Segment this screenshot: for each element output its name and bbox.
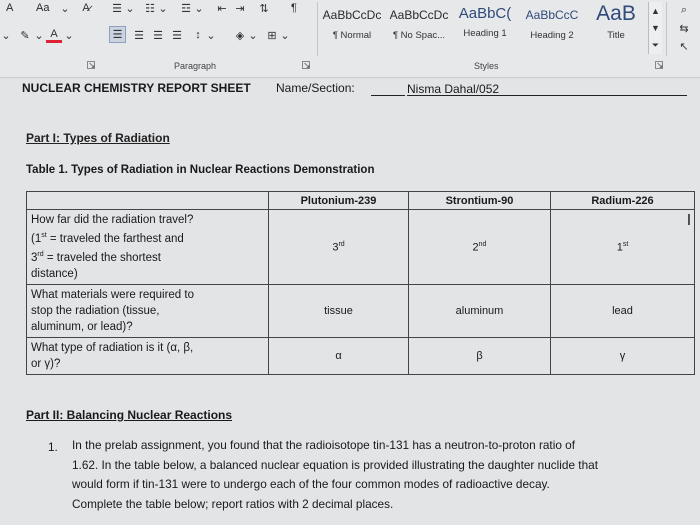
dropdown-chevron-icon[interactable]: ⌄	[60, 2, 70, 15]
name-section-value[interactable]: Nisma Dahal/052	[407, 82, 500, 96]
bullets-icon[interactable]: ☰	[112, 2, 122, 15]
table1-caption: Table 1. Types of Radiation in Nuclear Reactions Demonstration	[26, 164, 375, 176]
style-heading-2[interactable]: AaBbCcC Heading 2	[525, 8, 579, 41]
ribbon-separator	[666, 2, 667, 56]
shading-chevron-icon[interactable]: ⌄	[248, 29, 258, 42]
scroll-down-icon[interactable]: ▼	[651, 23, 660, 33]
answer-cell[interactable]: γ	[551, 337, 695, 374]
question-cell: What materials were required to stop the radiation (tissue, aluminum, or lead)?	[27, 284, 269, 337]
line-spacing-chevron-icon[interactable]: ⌄	[206, 29, 216, 42]
style-no-spacing[interactable]: AaBbCcDc ¶ No Spac...	[389, 8, 449, 41]
style-normal[interactable]: AaBbCcDc ¶ Normal	[322, 8, 382, 41]
radiation-table	[26, 191, 695, 375]
table-corner-cell	[27, 192, 269, 210]
styles-group-label: Styles	[474, 61, 499, 71]
more-styles-icon[interactable]: ⏷	[651, 39, 660, 50]
show-formatting-marks-icon[interactable]: ¶	[291, 2, 297, 14]
answer-cell[interactable]: β	[409, 337, 551, 374]
column-header: Plutonium-239	[269, 192, 409, 210]
answer-cell[interactable]: lead	[551, 284, 695, 337]
column-header: Strontium-90	[409, 192, 551, 210]
borders-chevron-icon[interactable]: ⌄	[280, 29, 290, 42]
grow-font-button[interactable]: A	[6, 2, 14, 14]
decrease-indent-icon[interactable]: ⇤	[217, 2, 227, 15]
select-icon[interactable]: ↖	[679, 40, 689, 53]
report-title: NUCLEAR CHEMISTRY REPORT SHEET	[22, 81, 251, 95]
question-cell: What type of radiation is it (α, β, or γ)?	[27, 337, 269, 374]
answer-cell[interactable]: aluminum	[409, 284, 551, 337]
shading-icon[interactable]: ◈	[235, 29, 245, 42]
sort-icon[interactable]: ⇅	[259, 2, 269, 15]
answer-cell[interactable]: tissue	[269, 284, 409, 337]
table-header-row	[27, 192, 695, 210]
document-page[interactable]	[0, 78, 700, 525]
answer-cell[interactable]: 2nd	[409, 210, 551, 285]
scroll-up-icon[interactable]: ▲	[651, 6, 660, 16]
highlight-color-icon[interactable]: ✎	[20, 29, 30, 42]
name-underline	[407, 95, 687, 96]
column-header: Radium-226	[551, 192, 695, 210]
font-color-chevron-icon[interactable]: ⌄	[64, 29, 74, 42]
align-center-icon[interactable]: ☰	[134, 29, 144, 42]
replace-icon[interactable]: ⇆	[679, 22, 689, 35]
text-cursor-icon: I	[686, 212, 692, 229]
justify-icon[interactable]: ☰	[172, 29, 182, 42]
table-row	[27, 284, 695, 337]
numbering-chevron-icon[interactable]: ⌄	[158, 2, 168, 15]
instruction-paragraph: In the prelab assignment, you found that the radioisotope tin-131 has a neutron-to-proton ratio of 1.62. In the table below, a balanced nuclear equation is provided illustrating the daughter nuclide that would form if tin-131 were to undergo each of the four common modes of radioactive decay. Complete the table below; report ratios with 2 decimal places.	[72, 438, 598, 511]
style-title[interactable]: AaB Title	[596, 2, 636, 41]
part2-heading: Part II: Balancing Nuclear Reactions	[26, 408, 233, 422]
chevron-icon[interactable]: ⌄	[1, 29, 11, 42]
paragraph-group-label: Paragraph	[174, 61, 217, 71]
numbering-icon[interactable]: ☷	[145, 2, 155, 15]
find-icon[interactable]: ⌕	[680, 3, 688, 16]
question-cell: How far did the radiation travel? (1st = traveled the farthest and 3rd = traveled the shortest distance)	[27, 210, 269, 285]
highlight-chevron-icon[interactable]: ⌄	[34, 29, 44, 42]
paragraph-dialog-launcher-icon[interactable]: ↘	[303, 60, 311, 70]
font-dialog-launcher-icon[interactable]: ↘	[88, 60, 96, 70]
answer-cell[interactable]: α	[269, 337, 409, 374]
line-spacing-icon[interactable]: ↕	[195, 29, 201, 41]
styles-dialog-launcher-icon[interactable]: ↘	[656, 60, 664, 70]
align-right-icon[interactable]: ☰	[153, 29, 163, 42]
styles-gallery-scroll[interactable]	[648, 2, 662, 54]
bullets-chevron-icon[interactable]: ⌄	[125, 2, 135, 15]
ribbon	[0, 0, 700, 78]
list-item-number: 1.	[48, 440, 58, 454]
table-row	[27, 210, 695, 285]
multilevel-list-icon[interactable]: ☲	[181, 2, 191, 15]
clear-formatting-icon[interactable]: A̷	[82, 2, 90, 14]
increase-indent-icon[interactable]: ⇥	[235, 2, 245, 15]
borders-icon[interactable]: ⊞	[267, 29, 277, 42]
name-section-label: Name/Section:	[276, 81, 355, 95]
ribbon-separator	[317, 2, 318, 56]
name-blank-line	[371, 95, 405, 96]
answer-cell[interactable]: 1st	[551, 210, 695, 285]
table-row	[27, 337, 695, 374]
part1-heading: Part I: Types of Radiation	[26, 131, 170, 145]
align-left-icon[interactable]: ☰	[109, 26, 126, 43]
answer-cell[interactable]: 3rd	[269, 210, 409, 285]
style-heading-1[interactable]: AaBbC( Heading 1	[458, 5, 512, 39]
multilevel-chevron-icon[interactable]: ⌄	[194, 2, 204, 15]
font-color-icon[interactable]: A	[46, 27, 62, 43]
change-case-button[interactable]: Aa	[36, 2, 50, 14]
